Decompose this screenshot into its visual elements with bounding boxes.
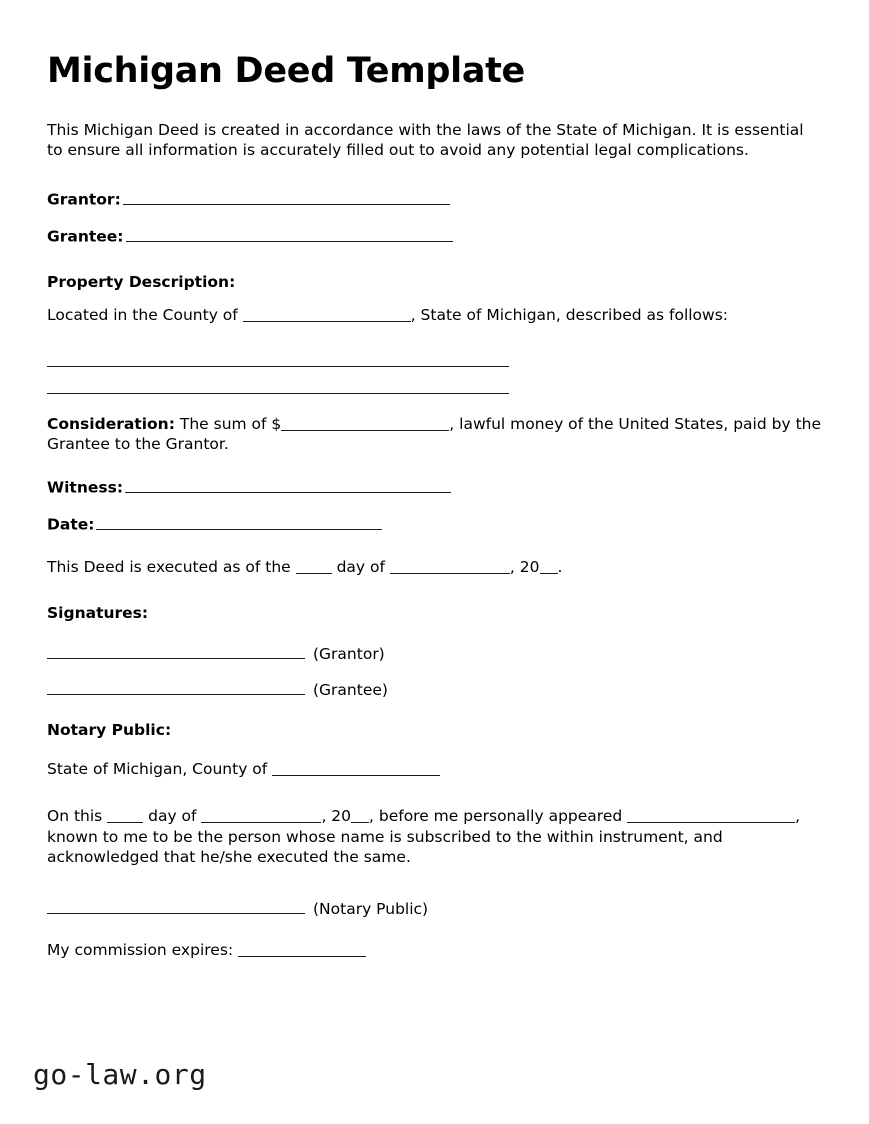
spacer bbox=[47, 882, 827, 898]
execution-date-line bbox=[47, 557, 827, 578]
ack-prefix-text: On this bbox=[47, 806, 103, 825]
execution-end-text: . bbox=[557, 557, 563, 576]
execution-month-blank[interactable] bbox=[390, 559, 510, 574]
witness-blank[interactable] bbox=[125, 477, 451, 493]
grantor-signature-row bbox=[47, 644, 827, 664]
spacer bbox=[47, 263, 827, 273]
notary-signature-row bbox=[47, 898, 827, 918]
located-in-county-line bbox=[47, 305, 827, 326]
spacer bbox=[47, 636, 827, 644]
site-watermark: go-law.org bbox=[33, 1058, 207, 1091]
execution-year-prefix-text: , 20 bbox=[509, 557, 540, 576]
date-field-row bbox=[47, 514, 827, 535]
ack-year-prefix-text: , 20 bbox=[321, 806, 352, 825]
located-suffix-text: , State of Michigan, described as follows: bbox=[410, 305, 729, 324]
spacer bbox=[47, 340, 827, 366]
ack-middle-text: day of bbox=[148, 806, 197, 825]
spacer bbox=[47, 592, 827, 604]
date-blank[interactable] bbox=[96, 514, 382, 530]
ack-month-blank[interactable] bbox=[201, 808, 321, 823]
execution-day-blank[interactable] bbox=[296, 559, 332, 574]
commission-expires-blank[interactable] bbox=[238, 942, 366, 957]
date-label: Date: bbox=[47, 515, 95, 534]
execution-year-blank[interactable] bbox=[540, 559, 558, 574]
commission-expires-label: My commission expires: bbox=[47, 940, 234, 959]
commission-expires-line bbox=[47, 940, 827, 961]
notary-signature-blank[interactable] bbox=[47, 898, 305, 914]
notary-state-county-line bbox=[47, 759, 827, 780]
grantee-field-row bbox=[47, 226, 827, 247]
consideration-amount-blank[interactable] bbox=[281, 416, 449, 431]
grantee-signature-tag: (Grantee) bbox=[313, 680, 388, 699]
ack-name-suffix-text: , known to me to be the person whose name is subscribed to the within instrument, and acknowledged that he/she executed the same. bbox=[47, 806, 801, 867]
grantor-label: Grantor: bbox=[47, 190, 121, 209]
notary-public-heading: Notary Public: bbox=[47, 720, 172, 739]
grantor-signature-tag: (Grantor) bbox=[313, 645, 385, 664]
located-prefix-text: Located in the County of bbox=[47, 305, 238, 324]
spacer bbox=[47, 367, 827, 393]
grantor-blank[interactable] bbox=[123, 189, 450, 205]
notary-state-county-prefix-text: State of Michigan, County of bbox=[47, 759, 268, 778]
execution-middle-text: day of bbox=[336, 557, 385, 576]
grantee-signature-row bbox=[47, 679, 827, 699]
grantee-blank[interactable] bbox=[126, 226, 453, 242]
witness-label: Witness: bbox=[47, 478, 124, 497]
grantee-label: Grantee: bbox=[47, 227, 124, 246]
ack-year-blank[interactable] bbox=[351, 808, 369, 823]
grantor-signature-blank[interactable] bbox=[47, 644, 305, 660]
spacer bbox=[47, 794, 827, 806]
notary-acknowledgment-paragraph bbox=[47, 806, 827, 868]
notary-signature-tag: (Notary Public) bbox=[313, 899, 429, 918]
execution-prefix-text: This Deed is executed as of the bbox=[47, 557, 291, 576]
consideration-suffix-text: , lawful money of the United States, paid by the Grantee to the Grantor. bbox=[47, 414, 822, 454]
spacer bbox=[47, 469, 827, 477]
page-title: Michigan Deed Template bbox=[47, 51, 525, 91]
consideration-label: Consideration: bbox=[47, 414, 175, 433]
consideration-paragraph bbox=[47, 414, 827, 456]
document-body bbox=[47, 52, 827, 975]
ack-day-blank[interactable] bbox=[107, 808, 143, 823]
property-description-heading: Property Description: bbox=[47, 272, 236, 291]
grantee-signature-blank[interactable] bbox=[47, 679, 305, 695]
consideration-prefix-text: The sum of $ bbox=[179, 414, 282, 433]
intro-paragraph: This Michigan Deed is created in accordance with the laws of the State of Michigan. It is essential to ensure all information is accurately filled out to avoid any potential legal complications. bbox=[47, 120, 804, 160]
ack-name-blank[interactable] bbox=[627, 808, 795, 823]
grantor-field-row bbox=[47, 189, 827, 210]
witness-field-row bbox=[47, 477, 827, 498]
county-blank[interactable] bbox=[243, 307, 411, 322]
notary-county-blank[interactable] bbox=[272, 761, 440, 776]
spacer bbox=[47, 394, 827, 414]
signatures-heading: Signatures: bbox=[47, 603, 149, 622]
ack-after-year-text: , before me personally appeared bbox=[369, 806, 623, 825]
